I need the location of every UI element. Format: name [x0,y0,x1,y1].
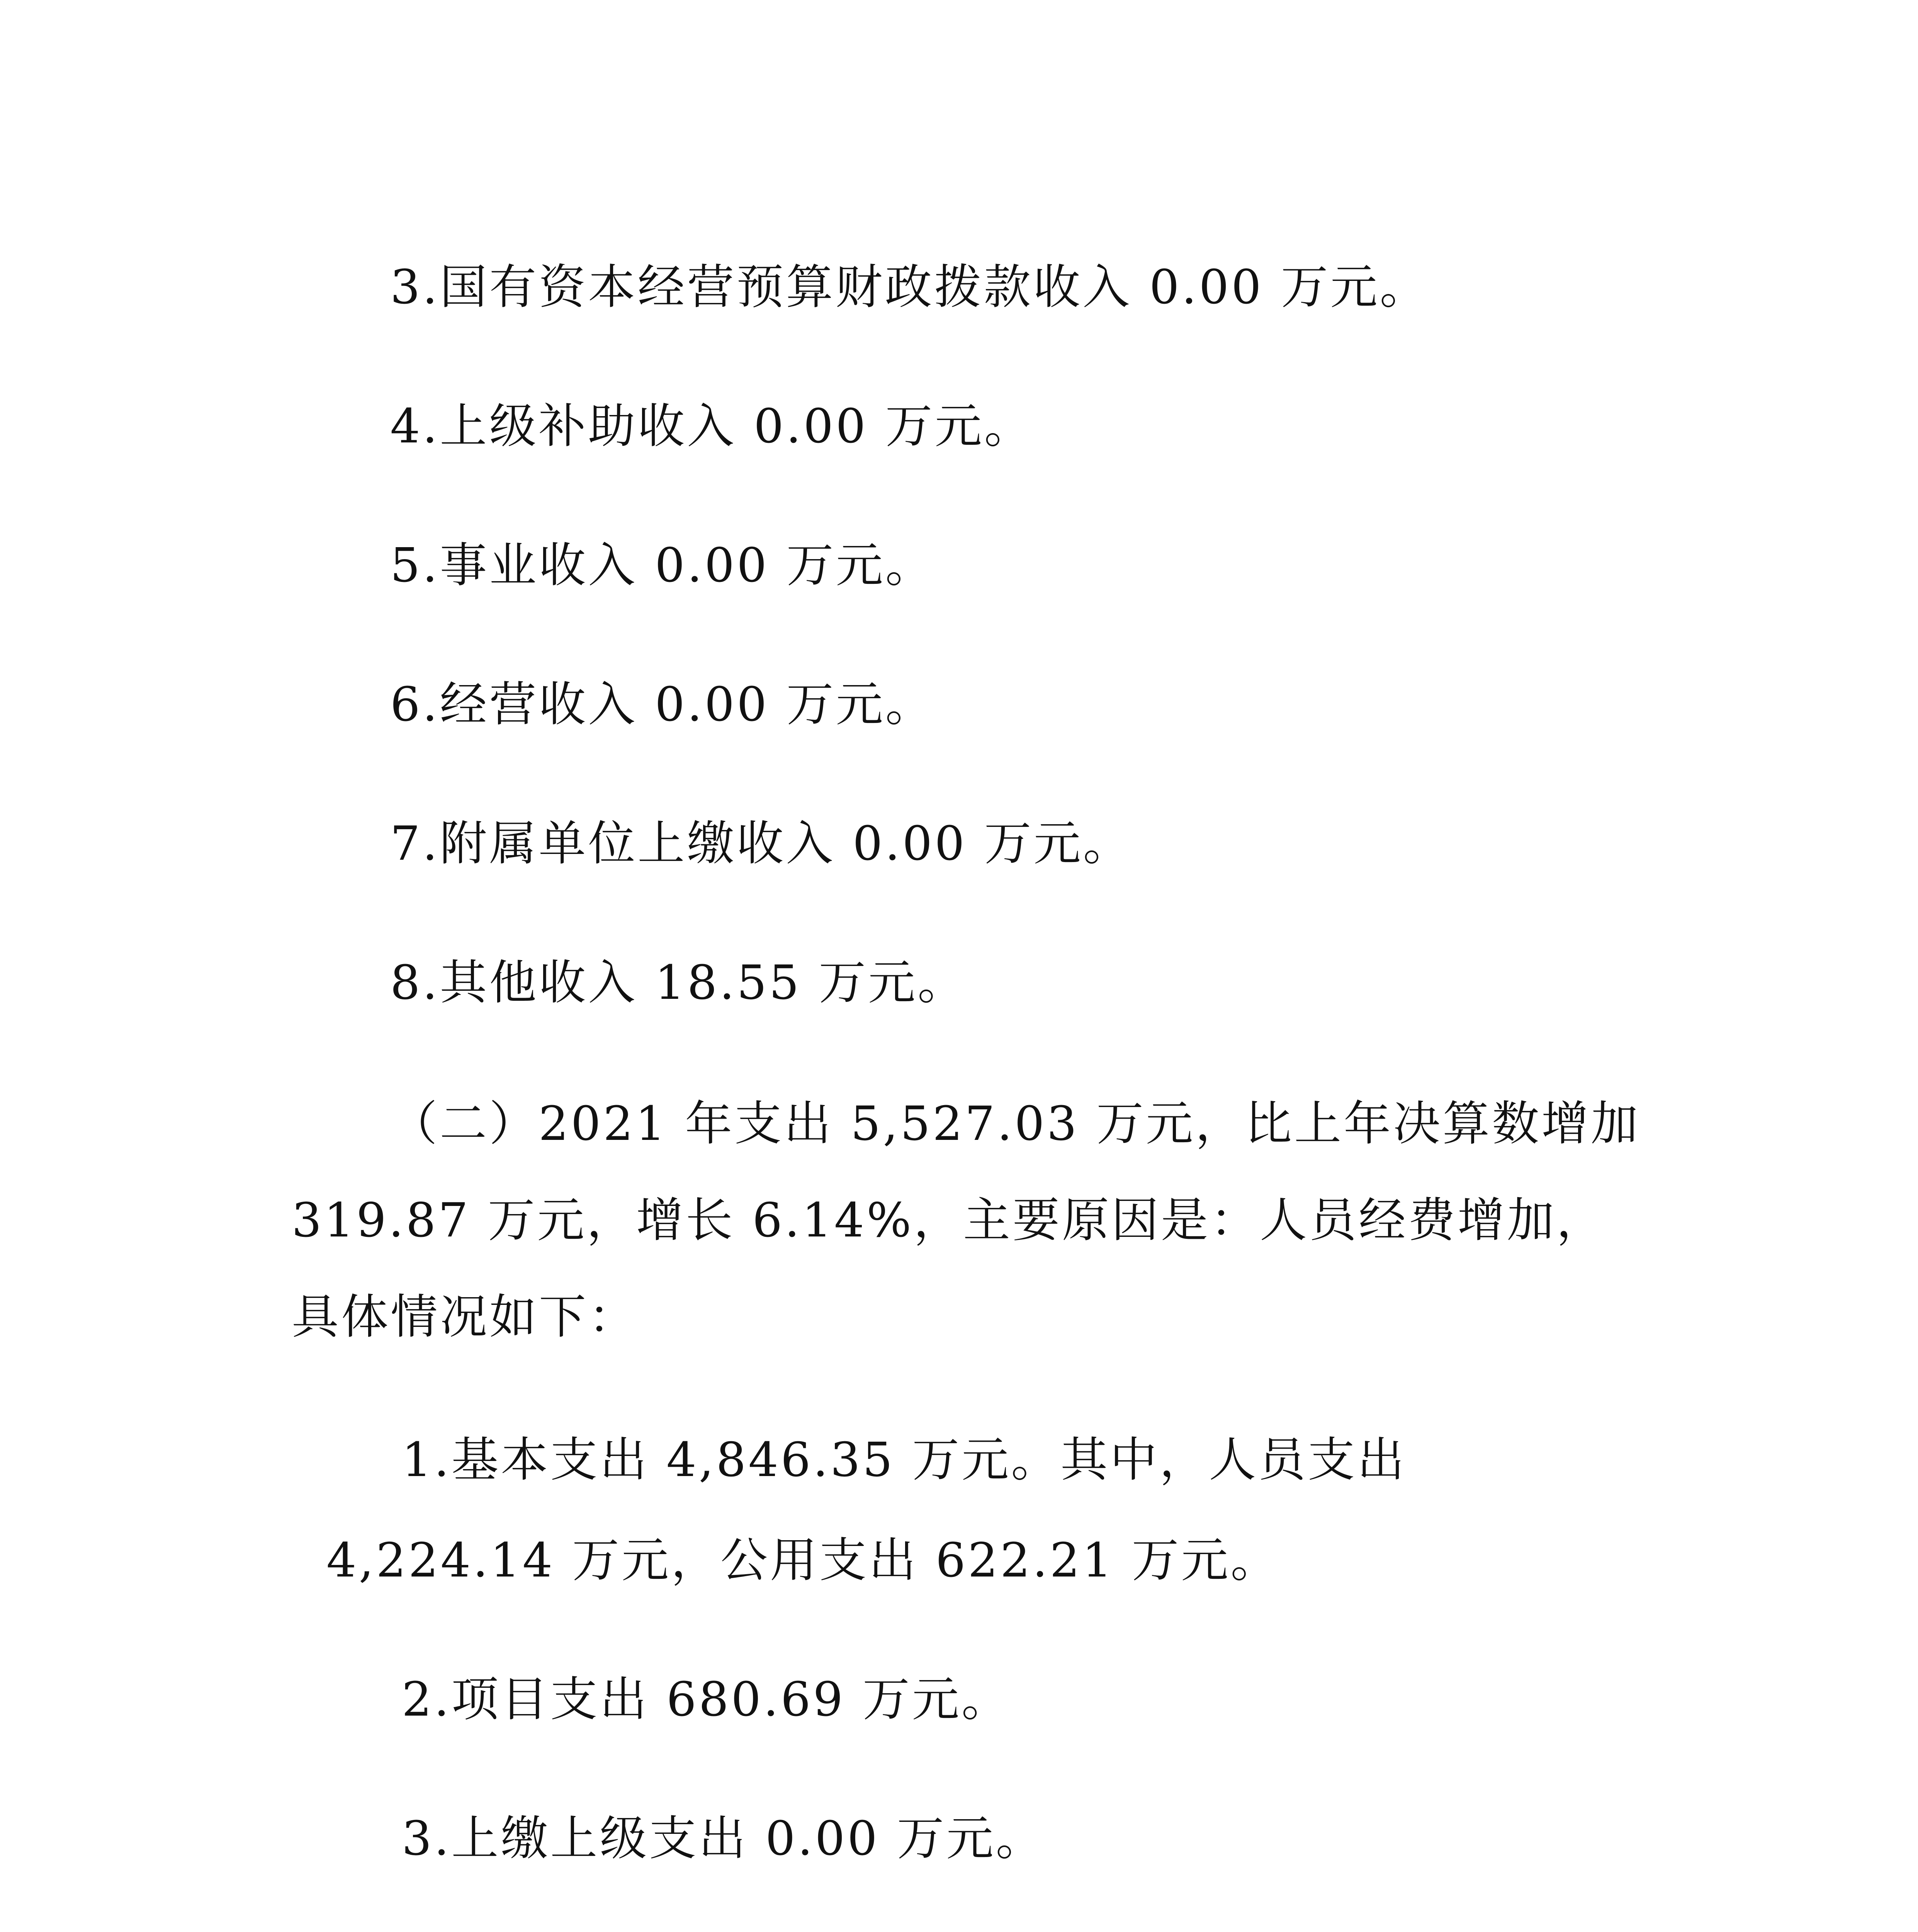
expenditure-item-1-line-1: 1.基本支出 4,846.35 万元。其中，人员支出 [402,1432,1407,1487]
expenditure-item-2: 2.项目支出 680.69 万元。 [402,1672,1011,1727]
expenditure-item-1-line-2: 4,224.14 万元，公用支出 622.21 万元。 [326,1533,1280,1588]
income-item-5: 5.事业收入 0.00 万元。 [390,538,935,593]
expenditure-summary-line-1: （二）2021 年支出 5,527.03 万元，比上年决算数增加 [390,1096,1641,1151]
income-item-7: 7.附属单位上缴收入 0.00 万元。 [390,816,1133,871]
expenditure-item-3: 3.上缴上级支出 0.00 万元。 [402,1811,1045,1866]
income-item-6: 6.经营收入 0.00 万元。 [390,677,935,732]
income-item-4: 4.上级补助收入 0.00 万元。 [390,399,1034,454]
expenditure-summary-line-3: 具体情况如下： [292,1289,638,1344]
expenditure-summary-line-2: 319.87 万元，增长 6.14%，主要原因是：人员经费增加， [292,1193,1606,1248]
income-item-8: 8.其他收入 18.55 万元。 [390,955,967,1010]
income-item-3: 3.国有资本经营预算财政拨款收入 0.00 万元。 [390,260,1429,315]
